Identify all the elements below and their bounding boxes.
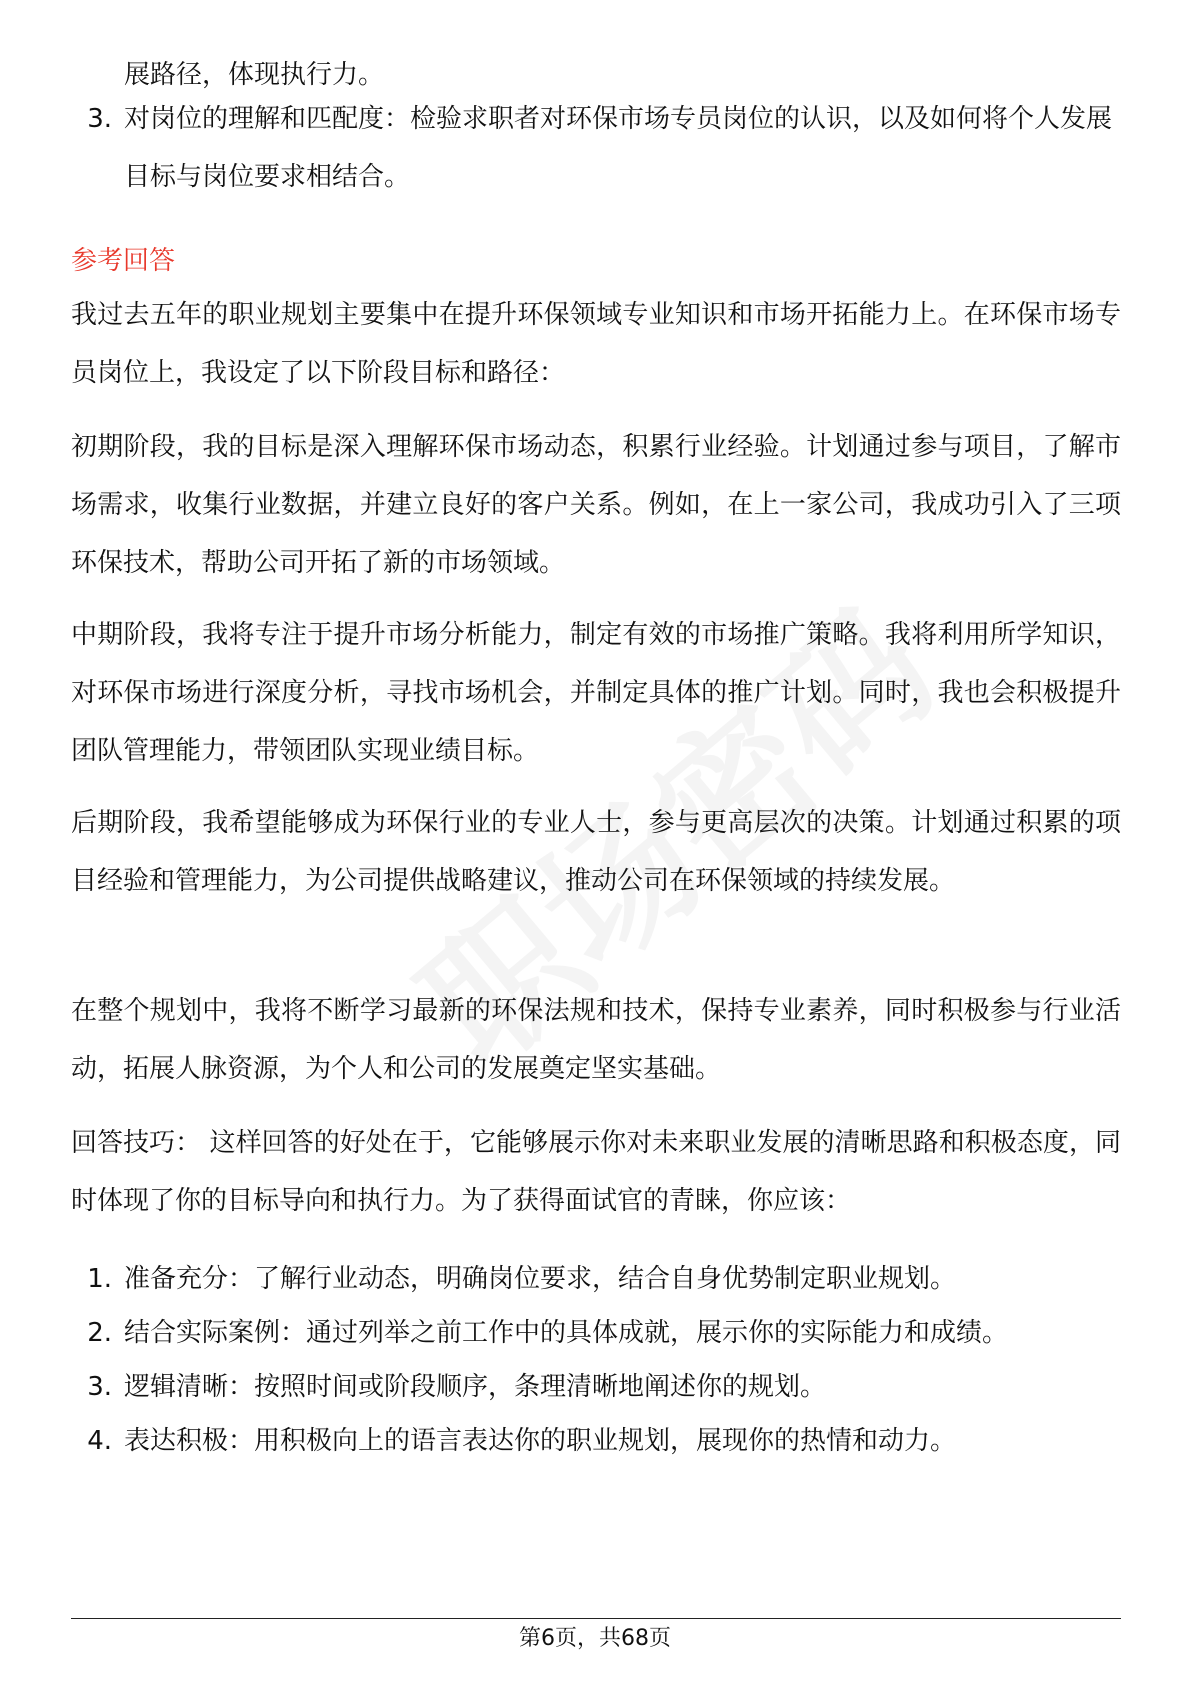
list-item-text: 对岗位的理解和匹配度：检验求职者对环保市场专员岗位的认识，以及如何将个人发展目标与岗位要求相结合。 (124, 104, 1113, 192)
list-item-text: 准备充分：了解行业动态，明确岗位要求，结合自身优势制定职业规划。 (124, 1264, 957, 1294)
list-item-text: 结合实际案例：通过列举之前工作中的具体成就，展示你的实际能力和成绩。 (124, 1318, 1009, 1348)
answer-paragraph-5: 在整个规划中，我将不断学习最新的环保法规和技术，保持专业素养，同时积极参与行业活动，拓展人脉资源，为个人和公司的发展奠定坚实基础。 (71, 996, 1121, 1084)
page-number: 第6页，共68页 (519, 1626, 671, 1651)
answer-paragraph-3: 中期阶段，我将专注于提升市场分析能力，制定有效的市场推广策略。我将利用所学知识，对环保市场进行深度分析，寻找市场机会，并制定具体的推广计划。同时，我也会积极提升团队管理能力，带领团队实现业绩目标。 (71, 620, 1121, 766)
list-item-text: 逻辑清晰：按照时间或阶段顺序，条理清晰地阐述你的规划。 (124, 1372, 827, 1402)
list-number: 1. (87, 1264, 112, 1294)
tips-intro: 回答技巧： 这样回答的好处在于，它能够展示你对未来职业发展的清晰思路和积极态度，同时体现了你的目标导向和执行力。为了获得面试官的青睐，你应该： (71, 1128, 1121, 1216)
criteria-continuation: 展路径，体现执行力。 (124, 60, 385, 90)
tip-item-4 (87, 1412, 1119, 1470)
tip-item-2 (87, 1304, 1119, 1362)
answer-paragraph-2: 初期阶段，我的目标是深入理解环保市场动态，积累行业经验。计划通过参与项目，了解市场需求，收集行业数据，并建立良好的客户关系。例如，在上一家公司，我成功引入了三项环保技术，帮助公司开拓了新的市场领域。 (71, 432, 1121, 578)
section-heading-reference-answer: 参考回答 (71, 246, 176, 276)
answer-paragraph-1: 我过去五年的职业规划主要集中在提升环保领域专业知识和市场开拓能力上。在环保市场专员岗位上，我设定了以下阶段目标和路径： (71, 300, 1121, 388)
list-number: 4. (87, 1426, 112, 1456)
list-number: 2. (87, 1318, 112, 1348)
footer-divider (71, 1618, 1121, 1619)
answer-paragraph-4: 后期阶段，我希望能够成为环保行业的专业人士，参与更高层次的决策。计划通过积累的项目经验和管理能力，为公司提供战略建议，推动公司在环保领域的持续发展。 (71, 808, 1121, 896)
list-number: 3. (87, 104, 112, 134)
list-item-text: 表达积极：用积极向上的语言表达你的职业规划，展现你的热情和动力。 (124, 1426, 957, 1456)
tip-item-3 (87, 1358, 1119, 1416)
criteria-item-3 (87, 90, 1119, 206)
tip-item-1 (87, 1250, 1119, 1308)
list-number: 3. (87, 1372, 112, 1402)
